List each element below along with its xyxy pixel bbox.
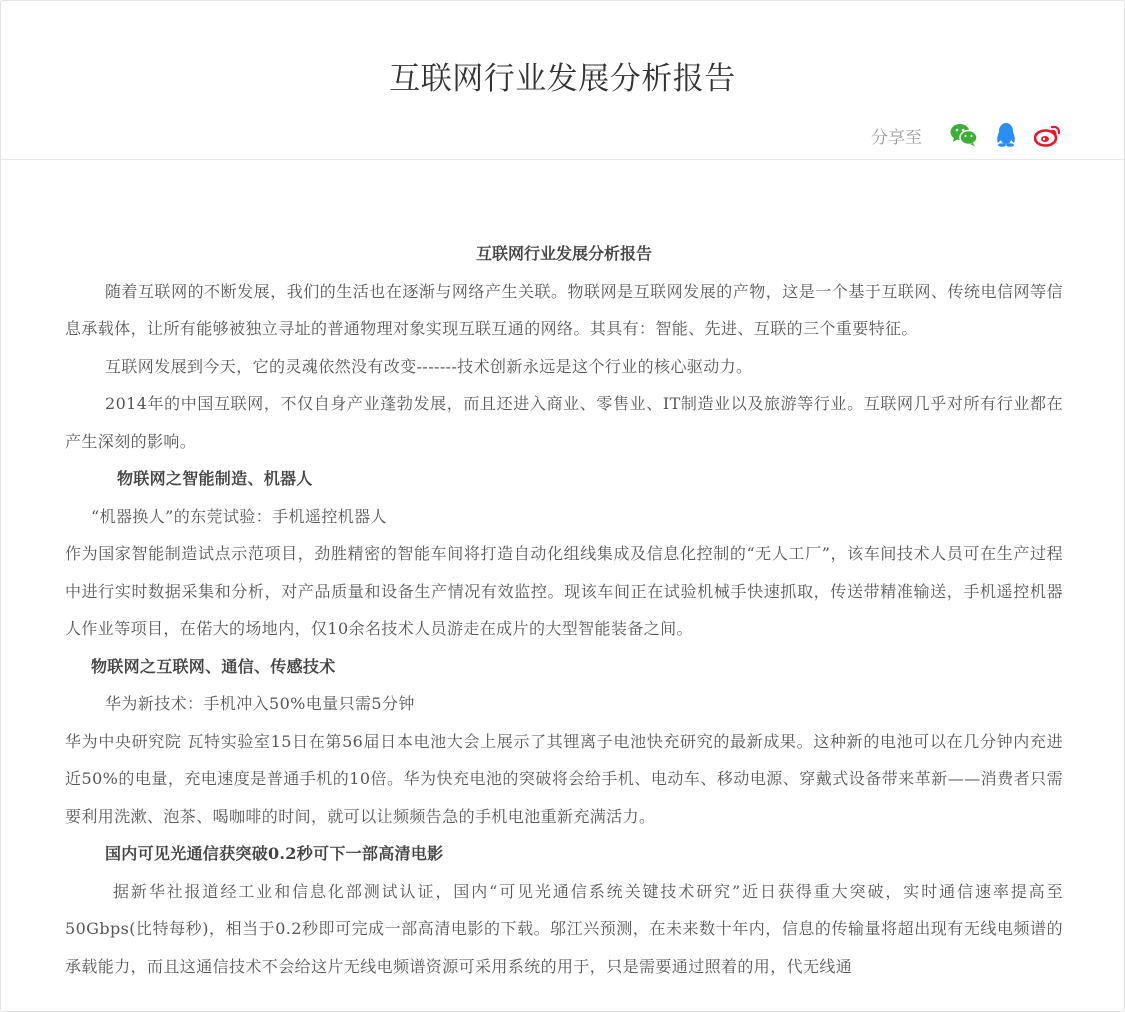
paragraph-intro: 随着互联网的不断发展，我们的生活也在逐渐与网络产生关联。物联网是互联网发展的产物，这是一个基于互联网、传统电信网等信息承载体，让所有能够被独立寻址的普通物理对象实现互联互通的网络。其具有：智能、先进、互联的三个重要特征。 [65,281,1063,338]
subheading-huawei: 华为新技术：手机冲入50%电量只需5分钟 [105,694,415,713]
section-heading-smart-manufacturing: 物联网之智能制造、机器人 [117,469,313,488]
share-bar [871,122,1062,148]
article-content [65,235,1063,985]
paragraph-2014: 2014年的中国互联网，不仅自身产业蓬勃发展，而且还进入商业、零售业、IT制造业以及旅游等行业。互联网几乎对所有行业都在产生深刻的影响。 [65,394,1063,451]
paragraph-visible-light: 据新华社报道经工业和信息化部测试认证，国内“可见光通信系统关键技术研究”近日获得重大突破，实时通信速率提高至50Gbps(比特每秒)，相当于0.2秒即可完成一部高清电影的下载。邬江兴预测，在未来数十年内，信息的传输量将超出现有无线电频谱的承载能力，而且这通信技术不会给这片无线电频谱资源可采用系统的用于，只是需要通过照着的用，代无线通 [65,881,1063,976]
subheading-dongguan: “机器换人”的东莞试验：手机遥控机器人 [91,506,387,526]
paragraph-soul: 互联网发展到今天，它的灵魂依然没有改变-------技术创新永远是这个行业的核心驱动力。 [105,356,753,376]
section-heading-visible-light: 国内可见光通信获突破0.2秒可下一部高清电影 [105,844,444,863]
paragraph-jinsheng: 作为国家智能制造试点示范项目，劲胜精密的智能车间将打造自动化组线集成及信息化控制的“无人工厂”，该车间技术人员可在生产过程中进行实时数据采集和分析，对产品质量和设备生产情况有效监控。现该车间正在试验机械手快速抓取，传送带精准输送，手机遥控机器人作业等项目，在偌大的场地内，仅10余名技术人员游走在成片的大型智能装备之间。 [65,544,1063,638]
page-title: 互联网行业发展分析报告 [389,61,736,97]
weibo-icon[interactable] [1034,122,1062,148]
qq-icon[interactable] [992,122,1020,148]
article-title: 互联网行业发展分析报告 [475,244,652,263]
wechat-icon[interactable] [950,122,978,148]
paragraph-huawei: 华为中央研究院 瓦特实验室15日在第56届日本电池大会上展示了其锂离子电池快充研究的最新成果。这种新的电池可以在几分钟内充进近50%的电量，充电速度是普通手机的10倍。华为快充电池的突破将会给手机、电动车、移动电源、穿戴式设备带来革新——消费者只需要利用洗漱、泡茶、喝咖啡的时间，就可以让频频告急的手机电池重新充满活力。 [65,731,1063,826]
section-heading-communication: 物联网之互联网、通信、传感技术 [91,656,336,676]
share-label: 分享至 [871,127,922,148]
page-header [1,1,1124,160]
